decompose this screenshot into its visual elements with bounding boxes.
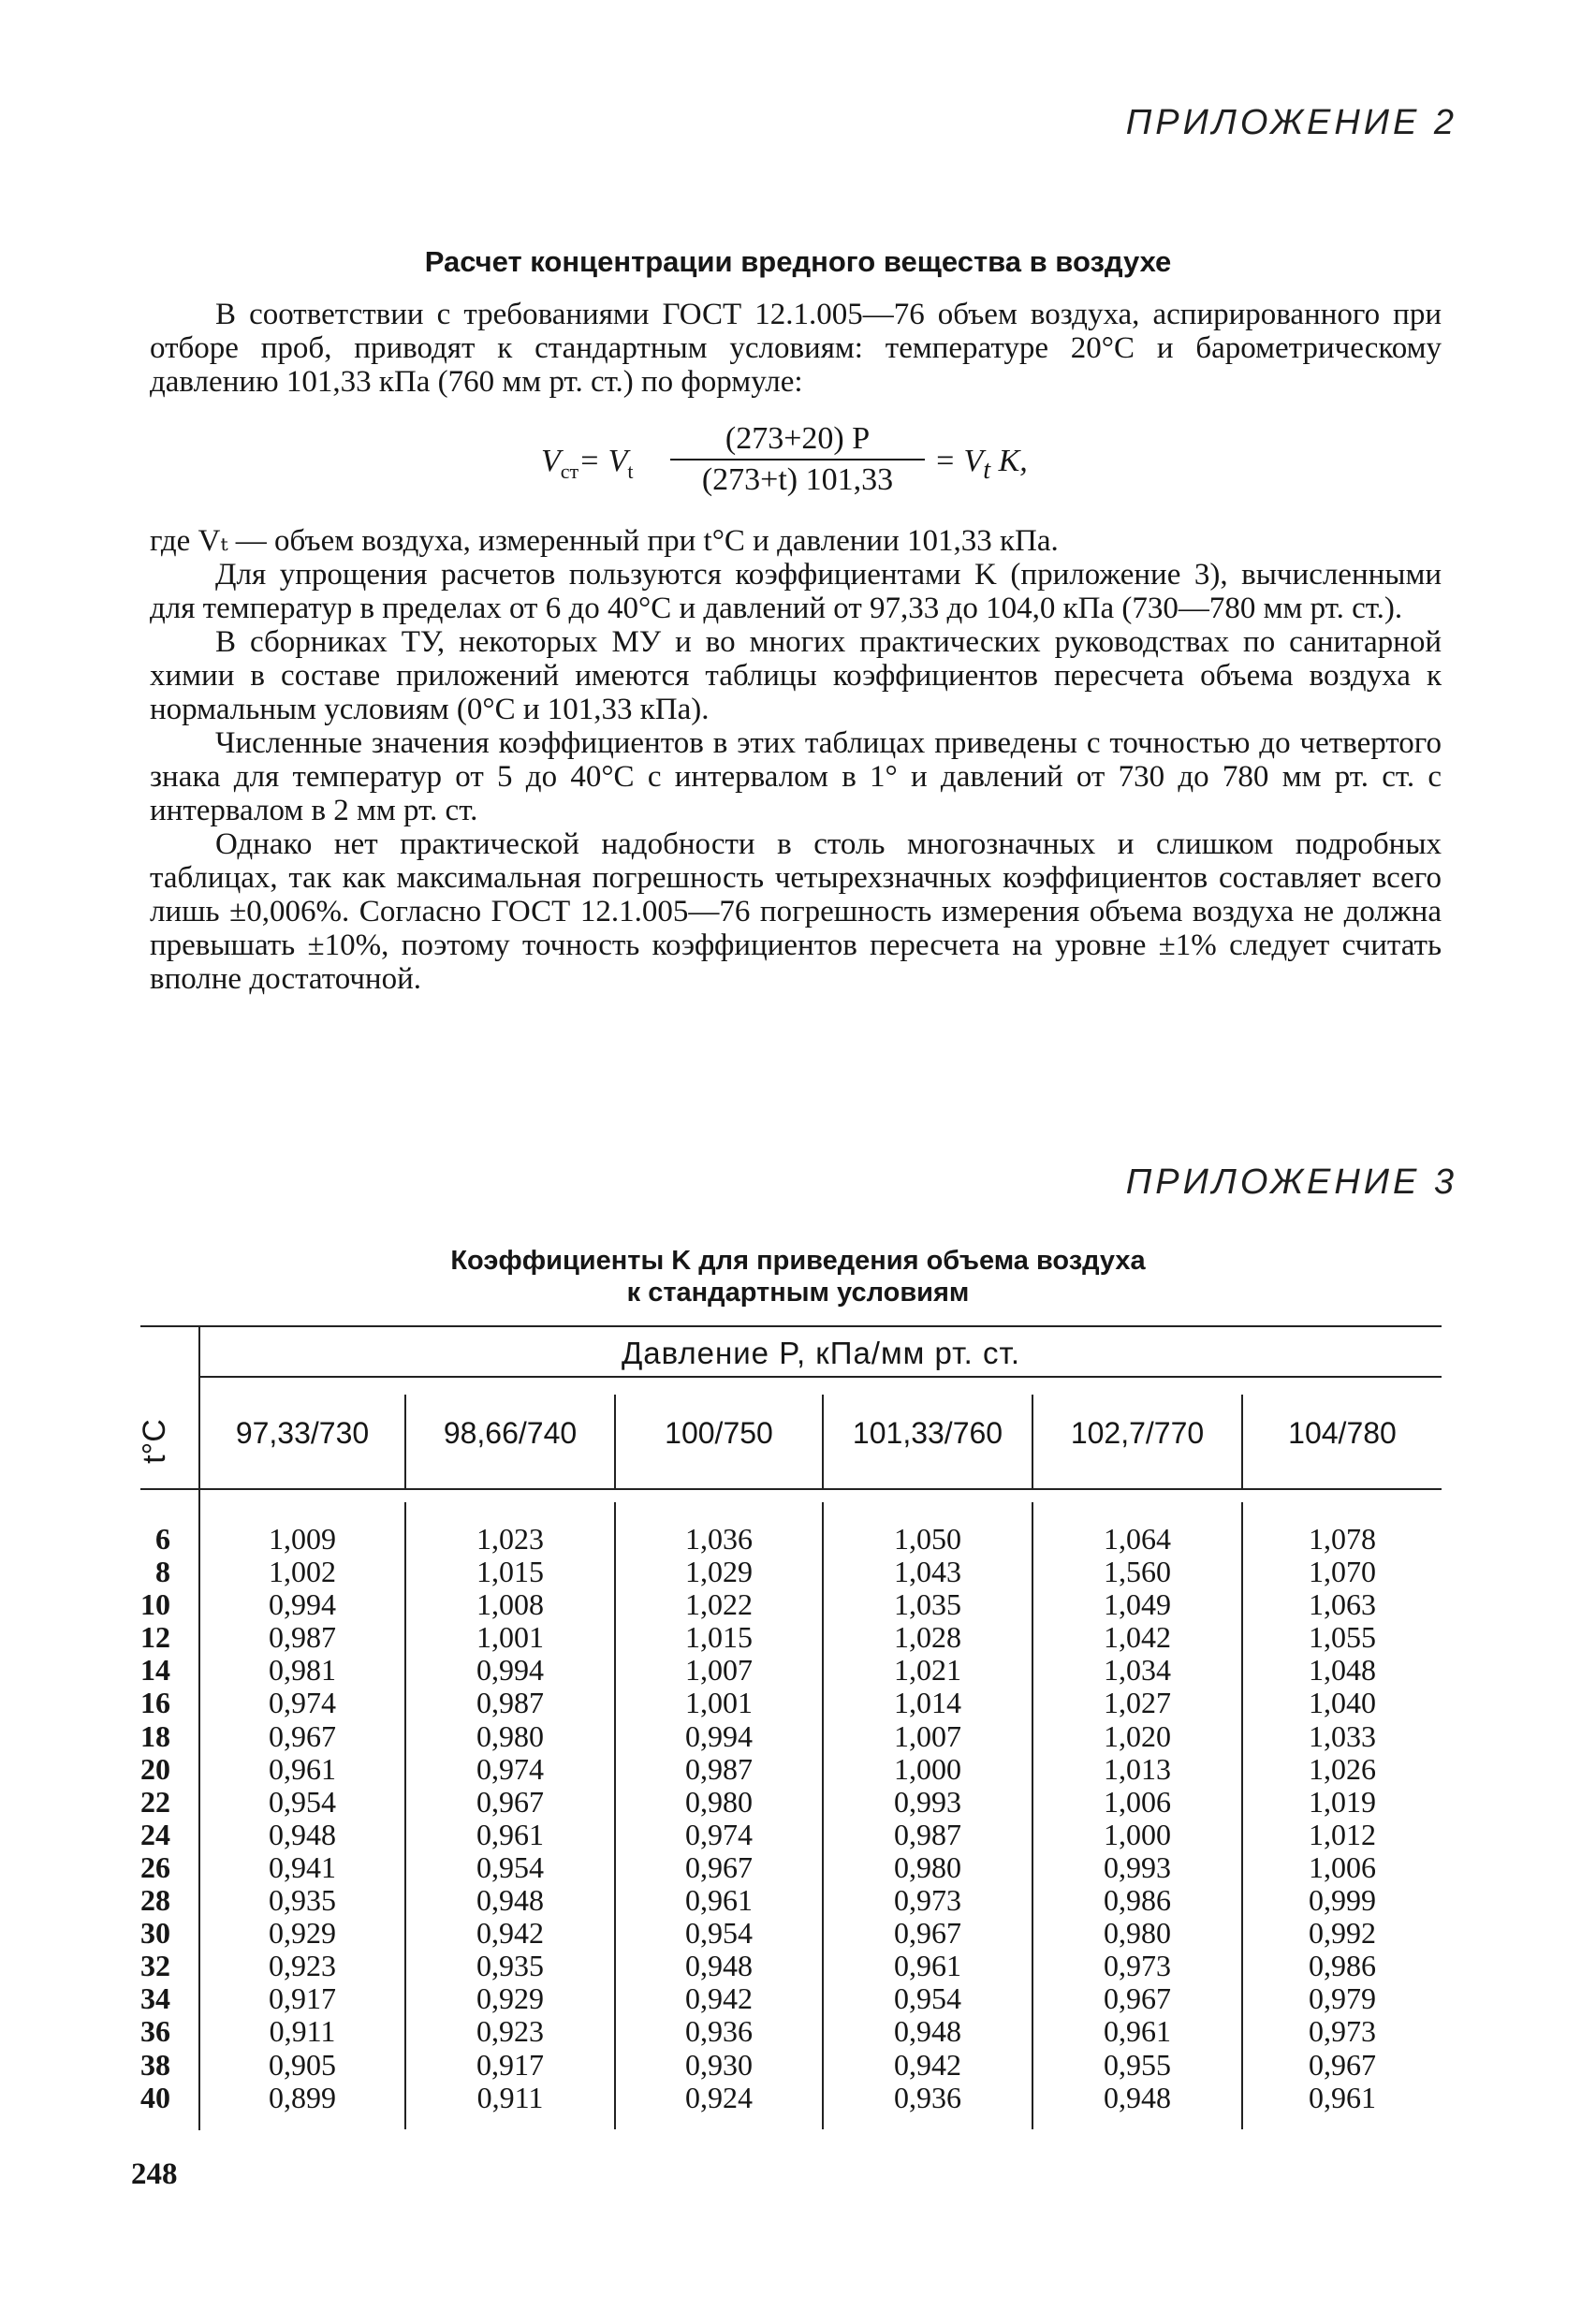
coefficient-cell: 0,967 [894,1916,961,1951]
coefficient-cell: 0,911 [476,2080,544,2114]
coefficient-cell: 1,021 [894,1653,961,1688]
coefficient-cell: 0,941 [269,1849,336,1884]
coefficient-cell: 0,967 [476,1784,544,1819]
table-title-line-2: к стандартным условиям [626,1278,970,1308]
temperature-cell: 40 [140,2080,170,2114]
coefficient-cell: 0,974 [269,1686,336,1720]
coefficient-cell: 1,000 [894,1751,961,1786]
section-title: Расчет концентрации вредного вещества в воздухе [424,245,1172,278]
temperature-column [112,1523,170,2114]
table-top-rule [140,1325,1442,1327]
coefficient-cell: 1,063 [1309,1587,1376,1622]
value-column [406,1523,614,2114]
coefficient-cell: 0,994 [269,1587,336,1622]
appendix-2-header: ПРИЛОЖЕНИЕ 2 [1125,103,1457,142]
coefficient-cell: 0,987 [476,1686,544,1720]
temperature-cell: 36 [140,2014,170,2049]
temperature-cell: 32 [140,1949,170,1983]
temperature-cell: 22 [140,1784,170,1819]
coefficient-cell: 0,999 [1309,1883,1376,1918]
coefficient-cell: 1,015 [476,1555,544,1589]
coefficient-cell: 1,001 [685,1686,753,1720]
column-header: 102,7/770 [1070,1416,1205,1450]
intro-paragraph [150,298,1442,399]
where-definition: где Vₜ — объем воздуха, измеренный при t°С и давлении 101,33 кПа. [150,524,1059,558]
coefficient-cell: 0,967 [685,1849,753,1884]
paragraph-precision: Численные значения коэффициентов в этих таблицах приведены с точностью до четвертого знака для температур от 5 до 40°С с интервалом в 1° и давлений от 730 до 780 мм рт. ст. с интервалом в 2 мм рт. ст. [150,726,1442,827]
coefficient-cell: 1,019 [1309,1784,1376,1819]
appendix-3-header: ПРИЛОЖЕНИЕ 3 [1125,1162,1457,1202]
coefficient-cell: 0,948 [894,2014,961,2049]
temperature-header: t°С [137,1419,172,1464]
coefficient-cell: 0,987 [269,1620,336,1655]
temperature-cell: 38 [140,2047,170,2082]
temperature-cell: 24 [140,1817,170,1851]
coefficient-cell: 1,014 [894,1686,961,1720]
coefficient-cell: 0,936 [894,2080,961,2114]
coefficient-cell: 0,948 [1104,2080,1171,2114]
coefficient-cell: 0,905 [269,2047,336,2082]
coefficient-cell: 1,064 [1104,1522,1171,1556]
coefficient-cell: 0,973 [1104,1949,1171,1983]
coefficient-cell: 1,070 [1309,1555,1376,1589]
coefficient-cell: 0,980 [685,1784,753,1819]
coefficient-cell: 1,007 [894,1718,961,1753]
coefficient-cell: 1,007 [685,1653,753,1688]
volume-formula [541,421,1121,505]
intro-text: В соответствии с требованиями ГОСТ 12.1.005—76 объем воздуха, аспирированного при отборе проб, приводят к стандартным условиям: температуре 20°С и барометрическому давлению 101,33 кПа (760 мм рт. ст.) по формуле: [150,298,1442,399]
temperature-cell: 12 [140,1620,170,1655]
coefficient-cell: 0,961 [269,1751,336,1786]
coefficient-cell: 1,012 [1309,1817,1376,1851]
coefficient-cell: 1,026 [1309,1751,1376,1786]
formula-denominator: (273+t) 101,33 [701,462,894,497]
coefficient-cell: 0,994 [685,1718,753,1753]
paragraph-handbooks: В сборниках ТУ, некоторых МУ и во многих практических руководствах по санитарной химии в составе приложений имеются таблицы коэффициентов пересчета объема воздуха к нормальным условиям (0°С и 101,33 кПа). [150,625,1442,726]
formula-fraction [670,421,925,498]
coefficient-cell: 0,954 [685,1916,753,1951]
temperature-cell: 10 [140,1587,170,1622]
coefficient-cell: 1,009 [269,1522,336,1556]
coefficient-cell: 0,986 [1104,1883,1171,1918]
coefficient-cell: 1,027 [1104,1686,1171,1720]
coefficient-cell: 0,942 [476,1916,544,1951]
coefficient-cell: 0,942 [894,2047,961,2082]
coefficient-cell: 0,936 [685,2014,753,2049]
temperature-cell: 26 [140,1849,170,1884]
coefficient-cell: 1,036 [685,1522,753,1556]
coefficient-cell: 0,980 [1104,1916,1171,1951]
coefficient-cell: 0,948 [476,1883,544,1918]
coefficient-cell: 0,967 [1309,2047,1376,2082]
temperature-cell: 20 [140,1751,170,1786]
coefficient-cell: 0,954 [894,1981,961,2016]
formula-rhs: = $V_t$ K, [934,444,1028,485]
coefficient-cell: 1,008 [476,1587,544,1622]
temperature-cell: 18 [140,1718,170,1753]
coefficient-cell: 1,560 [1104,1555,1171,1589]
table-title-line-1: Коэффициенты K для приведения объема воздуха [450,1246,1146,1276]
column-header: 100/750 [665,1416,773,1450]
coefficient-cell: 1,078 [1309,1522,1376,1556]
coefficient-cell: 1,015 [685,1620,753,1655]
coefficient-cell: 0,954 [476,1849,544,1884]
coefficient-cell: 0,986 [1309,1949,1376,1983]
coefficient-cell: 1,035 [894,1587,961,1622]
coefficient-cell: 0,973 [1309,2014,1376,2049]
coefficient-cell: 1,050 [894,1522,961,1556]
column-header: 104/780 [1288,1416,1397,1450]
coefficient-cell: 0,993 [894,1784,961,1819]
coefficient-cell: 1,034 [1104,1653,1171,1688]
formula-numerator: (273+20) P [670,421,925,460]
coefficient-cell: 0,987 [894,1817,961,1851]
coefficient-cell: 0,924 [685,2080,753,2114]
coefficient-cell: 0,992 [1309,1916,1376,1951]
coefficient-cell: 1,000 [1104,1817,1171,1851]
coefficient-cell: 1,048 [1309,1653,1376,1688]
coefficient-cell: 1,049 [1104,1587,1171,1622]
coefficient-cell: 1,043 [894,1555,961,1589]
coefficient-cell: 0,923 [269,1949,336,1983]
coefficient-cell: 0,961 [1309,2080,1376,2114]
value-column [200,1523,404,2114]
value-column [824,1523,1032,2114]
coefficient-cell: 0,961 [1104,2014,1171,2049]
coefficient-cell: 0,929 [476,1981,544,2016]
pressure-rule [200,1376,1442,1378]
coefficient-cell: 1,013 [1104,1751,1171,1786]
coefficient-cell: 0,923 [476,2014,544,2049]
coefficient-cell: 0,935 [476,1949,544,1983]
header-bottom-rule [140,1488,1442,1490]
page-number: 248 [131,2157,178,2191]
coefficient-cell: 0,942 [685,1981,753,2016]
coefficient-cell: 0,935 [269,1883,336,1918]
coefficient-cell: 0,955 [1104,2047,1171,2082]
coefficient-cell: 0,973 [894,1883,961,1918]
coefficient-cell: 1,040 [1309,1686,1376,1720]
coefficient-cell: 0,994 [476,1653,544,1688]
coefficient-cell: 0,981 [269,1653,336,1688]
coefficient-cell: 0,987 [685,1751,753,1786]
coefficient-cell: 0,961 [894,1949,961,1983]
coefficient-cell: 0,967 [269,1718,336,1753]
value-column [616,1523,822,2114]
coefficient-cell: 1,001 [476,1620,544,1655]
coefficient-cell: 0,899 [269,2080,336,2114]
coefficient-cell: 1,055 [1309,1620,1376,1655]
coefficient-cell: 0,980 [894,1849,961,1884]
body-paragraphs [150,524,1442,996]
coefficient-cell: 0,961 [685,1883,753,1918]
coefficient-cell: 1,033 [1309,1718,1376,1753]
temperature-cell: 6 [155,1522,170,1556]
coefficient-cell: 1,020 [1104,1718,1171,1753]
coefficient-cell: 0,948 [685,1949,753,1983]
coefficient-cell: 0,954 [269,1784,336,1819]
coefficient-cell: 1,023 [476,1522,544,1556]
coefficient-cell: 1,042 [1104,1620,1171,1655]
coefficient-cell: 0,980 [476,1718,544,1753]
temperature-cell: 30 [140,1916,170,1951]
temperature-cell: 34 [140,1981,170,2016]
column-header: 98,66/740 [443,1416,578,1450]
coefficient-cell: 1,002 [269,1555,336,1589]
coefficient-cell: 0,948 [269,1817,336,1851]
paragraph-coefficients: Для упрощения расчетов пользуются коэффициентами K (приложение 3), вычисленными для температур в пределах от 6 до 40°С и давлений от 97,33 до 104,0 кПа (730—780 мм рт. ст.). [150,558,1442,625]
coefficient-cell: 0,967 [1104,1981,1171,2016]
coefficient-cell: 0,961 [476,1817,544,1851]
coefficient-cell: 0,930 [685,2047,753,2082]
coefficient-cell: 1,029 [685,1555,753,1589]
temperature-cell: 14 [140,1653,170,1688]
pressure-header: Давление P, кПа/мм рт. ст. [621,1336,1021,1370]
coefficient-cell: 0,974 [476,1751,544,1786]
coefficient-cell: 1,022 [685,1587,753,1622]
temperature-cell: 28 [140,1883,170,1918]
table-title [0,1245,1596,1308]
value-column [1033,1523,1241,2114]
column-header: 97,33/730 [235,1416,370,1450]
coefficient-cell: 0,929 [269,1916,336,1951]
coefficient-cell: 0,993 [1104,1849,1171,1884]
coefficient-cell: 1,006 [1309,1849,1376,1884]
coefficient-cell: 1,006 [1104,1784,1171,1819]
formula-lhs: $V_{ст}= V_t$ [541,444,634,483]
coefficient-cell: 0,979 [1309,1981,1376,2016]
coefficient-cell: 1,028 [894,1620,961,1655]
temperature-cell: 8 [155,1555,170,1589]
paragraph-conclusion: Однако нет практической надобности в столь многозначных и слишком подробных таблицах, так как максимальная погрешность четырехзначных коэффициентов составляет всего лишь ±0,006%. Согласно ГОСТ 12.1.005—76 погрешность измерения объема воздуха не должна превышать ±10%, поэтому точность коэффициентов пересчета на уровне ±1% следует считать вполне достаточной. [150,827,1442,996]
coefficient-cell: 0,911 [269,2014,336,2049]
temperature-cell: 16 [140,1686,170,1720]
column-header: 101,33/760 [852,1416,1003,1450]
value-column [1243,1523,1442,2114]
coefficient-cell: 0,917 [476,2047,544,2082]
coefficient-cell: 0,917 [269,1981,336,2016]
coefficient-cell: 0,974 [685,1817,753,1851]
